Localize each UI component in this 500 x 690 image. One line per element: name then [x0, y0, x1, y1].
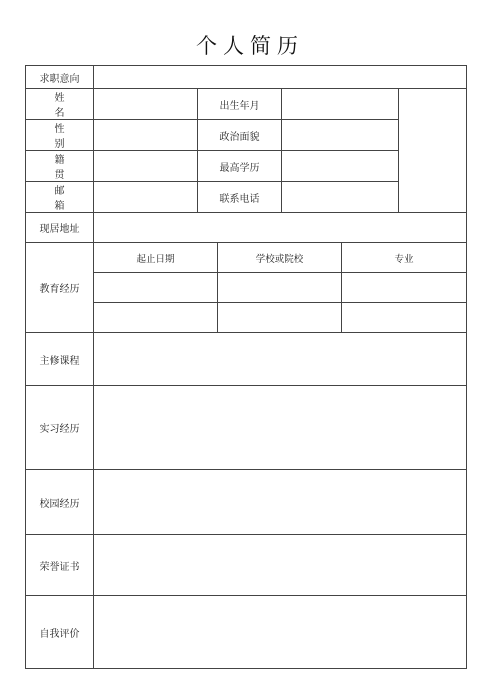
edu-header-school: 学校或院校	[218, 243, 342, 273]
phone-label: 联系电话	[198, 182, 282, 213]
campus-field[interactable]	[94, 470, 467, 535]
native-place-field[interactable]	[94, 151, 198, 182]
name-field[interactable]	[94, 89, 198, 120]
courses-label: 主修课程	[26, 333, 94, 386]
edu-row1-dates[interactable]	[94, 273, 218, 303]
political-status-label: 政治面貌	[198, 120, 282, 151]
education-label: 教育经历	[26, 243, 94, 333]
address-field[interactable]	[94, 213, 467, 243]
honors-label: 荣誉证书	[26, 535, 94, 596]
political-status-field[interactable]	[282, 120, 399, 151]
courses-field[interactable]	[94, 333, 467, 386]
birth-date-label: 出生年月	[198, 89, 282, 120]
email-label: 邮箱	[26, 182, 94, 213]
edu-row2-school[interactable]	[218, 303, 342, 333]
self-evaluation-label: 自我评价	[26, 596, 94, 669]
campus-label: 校园经历	[26, 470, 94, 535]
self-evaluation-field[interactable]	[94, 596, 467, 669]
phone-field[interactable]	[282, 182, 399, 213]
native-place-label: 籍贯	[26, 151, 94, 182]
job-intention-field[interactable]	[94, 66, 467, 89]
honors-field[interactable]	[94, 535, 467, 596]
job-intention-label: 求职意向	[26, 66, 94, 89]
education-level-field[interactable]	[282, 151, 399, 182]
edu-row2-dates[interactable]	[94, 303, 218, 333]
edu-row2-major[interactable]	[342, 303, 467, 333]
birth-date-field[interactable]	[282, 89, 399, 120]
edu-row1-major[interactable]	[342, 273, 467, 303]
edu-header-dates: 起止日期	[94, 243, 218, 273]
edu-row1-school[interactable]	[218, 273, 342, 303]
internship-label: 实习经历	[26, 386, 94, 470]
gender-label: 性别	[26, 120, 94, 151]
education-level-label: 最高学历	[198, 151, 282, 182]
photo-area[interactable]	[399, 89, 467, 213]
name-label: 姓名	[26, 89, 94, 120]
edu-header-major: 专业	[342, 243, 467, 273]
resume-table	[25, 65, 467, 669]
page-title: 个人简历	[196, 34, 304, 58]
internship-field[interactable]	[94, 386, 467, 470]
address-label: 现居地址	[26, 213, 94, 243]
email-field[interactable]	[94, 182, 198, 213]
gender-field[interactable]	[94, 120, 198, 151]
